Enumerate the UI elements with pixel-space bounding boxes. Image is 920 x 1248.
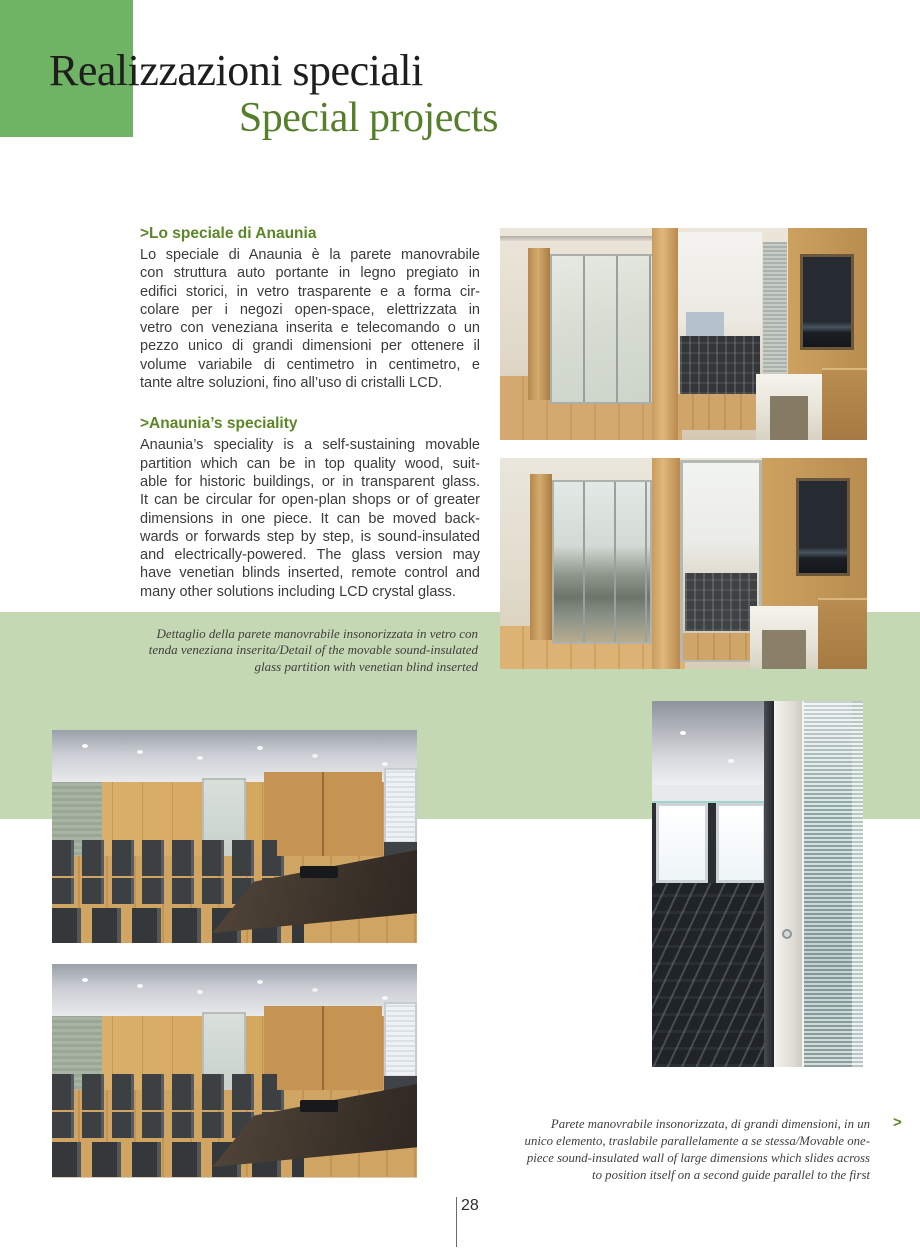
wood-cabinet — [822, 368, 867, 440]
page-title-italian: Realizzazioni speciali — [49, 46, 423, 95]
page-number: 28 — [461, 1197, 479, 1214]
doorway-floor — [678, 394, 762, 430]
chair-rows — [680, 336, 760, 394]
caption-arrow: > — [893, 1114, 902, 1131]
photo-conference-room-1 — [52, 730, 417, 943]
photo-frosted-partition — [500, 228, 867, 440]
ceiling-spotlights — [82, 978, 88, 982]
ceiling-spotlights — [82, 744, 88, 748]
wall-band — [652, 785, 774, 803]
glass-edge — [764, 701, 774, 1067]
ceiling-soffit — [500, 236, 668, 241]
paragraph-italian: Lo speciale di Anaunia è la parete manovrabile con struttura auto portante in legno pregiato in edifici storici, in vetro trasparente e a forma cir- colare per i negozi open-space, elettrizzata in vetro con veneziana inserita e telecomando o un pezzo unico di grandi dimensioni per ottenere il volume variabile di centimetro in centimetro, e tante altre soluzioni, fino all’uso di cristalli LCD. — [140, 247, 480, 392]
section-heading-english: >Anaunia’s speciality — [140, 415, 298, 433]
chair-rows — [685, 573, 757, 631]
white-frame — [774, 701, 802, 1067]
wood-cabinet — [818, 598, 867, 669]
ceiling-spotlights — [680, 731, 686, 735]
footer-rule — [456, 1197, 457, 1247]
venetian-blind-edge — [852, 701, 863, 1067]
clear-glass-panels — [552, 480, 652, 644]
paragraph-english: Anaunia’s speciality is a self-sustaining movable partition which can be in top quality wood, suit- able for historic buildings, or in transparent glass. It can be circular for open-plan shops or of greater dimensions in one piece. It can be moved back- wards or forwards step by step, is sound-insulated and electrically-powered. The glass version may have venetian blinds inserted, remote control and many other solutions including LCD crystal glass. — [140, 437, 480, 600]
caption-middle: Dettaglio della parete manovrabile insonorizzata in vetro con tenda veneziana inserita/Detail of the movable sound-insulated glass partition with venetian blind inserted — [148, 626, 478, 674]
venetian-blind-panel — [763, 242, 787, 382]
page-title-english: Special projects — [238, 95, 498, 141]
bench-shadow — [770, 396, 808, 440]
chair-rows — [652, 883, 774, 1067]
wood-pillar — [652, 228, 678, 440]
chair-row — [52, 1090, 284, 1110]
tv-screen — [796, 478, 850, 576]
chair-row — [52, 856, 284, 876]
text-column — [140, 225, 480, 601]
table-connector-box — [300, 866, 338, 878]
wood-pillar — [652, 458, 680, 669]
table-connector-box — [300, 1100, 338, 1112]
bench-shadow — [762, 630, 806, 669]
door-lock — [782, 929, 792, 939]
chair-row — [52, 1074, 277, 1090]
window — [716, 803, 766, 883]
frosted-glass-panels — [550, 254, 654, 404]
section-heading-italian: >Lo speciale di Anaunia — [140, 225, 317, 242]
photo-blind-detail — [652, 701, 863, 1067]
doorway-opening — [678, 232, 762, 430]
window — [656, 803, 708, 883]
photo-clear-partition — [500, 458, 867, 669]
ceiling — [652, 701, 774, 785]
venetian-blind-glass — [802, 701, 852, 1067]
tv-screen — [800, 254, 854, 350]
wood-column — [530, 474, 552, 640]
caption-bottom: Parete manovrabile insonorizzata, di grandi dimensioni, in un unico elemento, traslabile parallelamente a se stessa/Movable one- piece sound-insulated wall of large dimensions which slides across to position itself on a second guide parallel to the first — [524, 1117, 870, 1182]
wood-column — [528, 248, 550, 400]
doorway-floor — [683, 633, 759, 660]
chair-row — [52, 840, 277, 856]
photo-conference-room-2 — [52, 964, 417, 1178]
